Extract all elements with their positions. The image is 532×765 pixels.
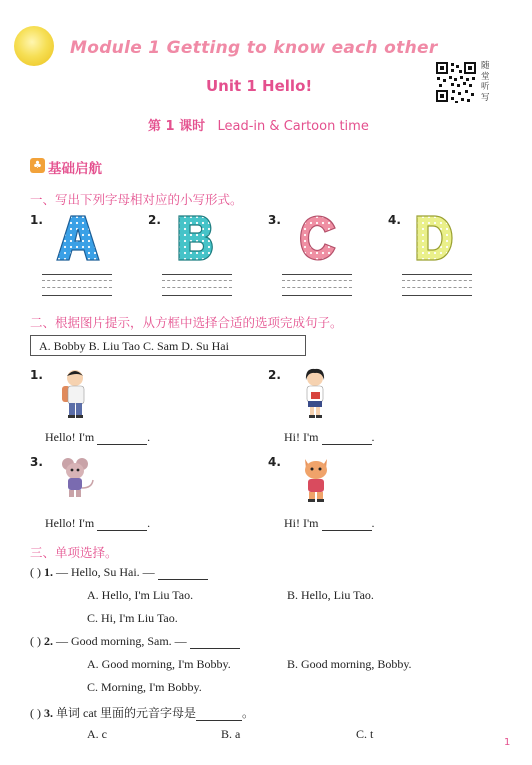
q1-item-number: 1. bbox=[30, 213, 43, 227]
question-3-heading: 三、单项选择。 bbox=[30, 545, 118, 560]
cat-cartoon-picture bbox=[300, 456, 334, 504]
q1-item-number: 4. bbox=[388, 213, 401, 227]
mc-question-3: ( ) 3. 单词 cat 里面的元音字母是 。 bbox=[30, 706, 255, 720]
writing-lines[interactable] bbox=[402, 274, 472, 296]
q2-sentence: Hello! I'm . bbox=[45, 430, 151, 444]
lesson-label: 第 1 课时 bbox=[148, 119, 206, 134]
answer-blank[interactable] bbox=[97, 432, 147, 445]
mc-option[interactable]: A. c bbox=[87, 727, 107, 741]
letter-a-image bbox=[56, 214, 100, 262]
answer-blank[interactable] bbox=[158, 567, 208, 580]
answer-blank[interactable] bbox=[190, 636, 240, 649]
mc-option[interactable]: B. a bbox=[221, 727, 241, 741]
q2-item-number: 1. bbox=[30, 368, 43, 382]
mc-option[interactable]: C. t bbox=[356, 727, 374, 741]
mc-stem: — Good morning, Sam. — bbox=[56, 634, 187, 648]
mc-question-1 bbox=[30, 565, 208, 580]
mc-question-2 bbox=[30, 634, 240, 649]
mc-option[interactable]: B. Hello, Liu Tao. bbox=[287, 588, 374, 602]
mc-number: 3. bbox=[44, 706, 53, 720]
answer-paren[interactable]: ( ) bbox=[30, 565, 41, 579]
qr-code-icon[interactable] bbox=[434, 60, 478, 104]
mc-stem: 单词 cat 里面的元音字母是 bbox=[56, 706, 196, 720]
answer-paren[interactable]: ( ) bbox=[30, 634, 41, 648]
unit-title: Unit 1 Hello! bbox=[206, 77, 313, 95]
sun-decoration-icon bbox=[14, 26, 54, 66]
module-title: Module 1 Getting to know each other bbox=[70, 38, 438, 58]
tree-icon: ♣ bbox=[30, 158, 45, 173]
letter-d-image bbox=[414, 214, 456, 262]
letter-c-image bbox=[296, 214, 338, 262]
mc-option[interactable]: A. Hello, I'm Liu Tao. bbox=[87, 588, 194, 602]
q1-item-number: 3. bbox=[268, 213, 281, 227]
q1-item-number: 2. bbox=[148, 213, 161, 227]
q2-sentence: Hello! I'm . bbox=[45, 516, 151, 530]
options-box: A. Bobby B. Liu Tao C. Sam D. Su Hai bbox=[30, 335, 306, 356]
answer-blank[interactable] bbox=[97, 518, 147, 531]
question-1-heading: 一、写出下列字母相对应的小写形式。 bbox=[30, 192, 243, 207]
q2-sentence: Hi! I'm . bbox=[284, 516, 375, 530]
mc-option[interactable]: C. Morning, I'm Bobby. bbox=[87, 680, 202, 694]
boy-with-backpack-picture bbox=[60, 368, 90, 420]
writing-lines[interactable] bbox=[282, 274, 352, 296]
mouse-cartoon-picture bbox=[60, 458, 96, 500]
q2-item-number: 4. bbox=[268, 455, 281, 469]
answer-blank[interactable] bbox=[196, 708, 242, 721]
q2-item-number: 3. bbox=[30, 455, 43, 469]
writing-lines[interactable] bbox=[162, 274, 232, 296]
page-number: 1 bbox=[504, 737, 511, 748]
mc-option[interactable]: C. Hi, I'm Liu Tao. bbox=[87, 611, 178, 625]
question-2-heading: 二、根据图片提示，从方框中选择合适的选项完成句子。 bbox=[30, 315, 343, 330]
lesson-title bbox=[148, 115, 369, 134]
qr-note: 随堂听写 bbox=[481, 61, 490, 103]
answer-blank[interactable] bbox=[322, 518, 372, 531]
answer-paren[interactable]: ( ) bbox=[30, 706, 41, 720]
mc-option[interactable]: A. Good morning, I'm Bobby. bbox=[87, 657, 231, 671]
q2-sentence: Hi! I'm . bbox=[284, 430, 375, 444]
mc-option[interactable]: B. Good morning, Bobby. bbox=[287, 657, 412, 671]
letter-b-image bbox=[176, 214, 218, 262]
q2-item-number: 2. bbox=[268, 368, 281, 382]
girl-with-book-picture bbox=[300, 368, 330, 420]
lesson-subtitle: Lead-in & Cartoon time bbox=[217, 119, 369, 134]
writing-lines[interactable] bbox=[42, 274, 112, 296]
mc-number: 1. bbox=[44, 565, 53, 579]
mc-number: 2. bbox=[44, 634, 53, 648]
answer-blank[interactable] bbox=[322, 432, 372, 445]
section-title: 基础启航 bbox=[48, 161, 102, 177]
mc-stem: — Hello, Su Hai. — bbox=[56, 565, 155, 579]
